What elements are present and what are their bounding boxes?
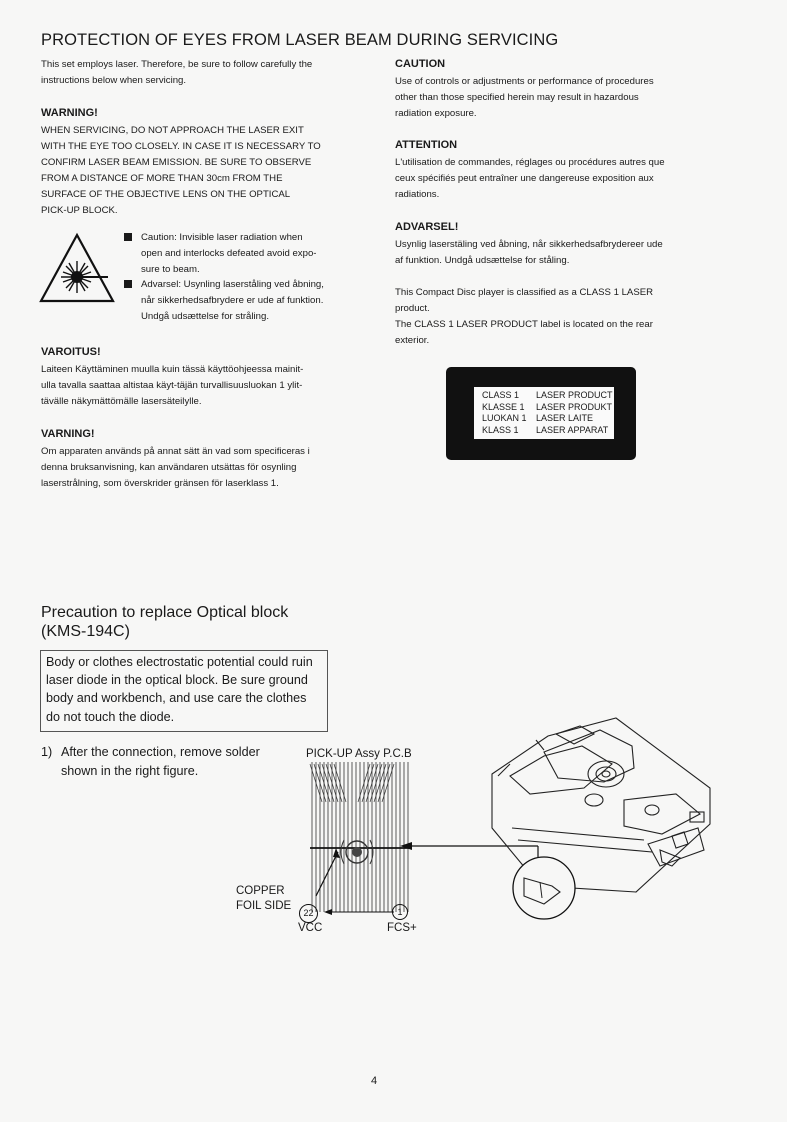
fcs-label: FCS+ — [387, 922, 417, 934]
varning-section: VARNING! Om apparaten används på annat sätt än vad som specificeras i denna bruksanvisning, kan användaren utsättas för osynling laserstrålning, som överskrider gränsen för laserklass 1. — [41, 427, 371, 492]
warning-section: WARNING! WHEN SERVICING, DO NOT APPROACH THE LASER EXIT WITH THE EYE TOO CLOSELY. IN CASE IT IS NECESSARY TO CONFIRM LASER BEAM EMISSION. BE SURE TO OBSERVE FROM A DISTANCE OF MORE THAN 30cm FROM THE SURFACE OF THE OBJECTIVE LENS ON THE OPTICAL PICK-UP BLOCK. — [41, 106, 371, 218]
laser-warning-icon — [38, 232, 116, 304]
varning-heading: VARNING! — [41, 428, 95, 440]
advarsel-heading: ADVARSEL! — [395, 221, 459, 233]
caution-section: CAUTION Use of controls or adjustments or performance of procedures other than those specified herein may result in hazardous radiation exposure. — [395, 57, 725, 122]
class1-text: This Compact Disc player is classified as a CLASS 1 LASER product. The CLASS 1 LASER PRODUCT label is located on the rear exterior. — [395, 287, 654, 346]
attention-heading: ATTENTION — [395, 139, 458, 151]
class1-laser-label — [447, 368, 635, 459]
pin-22-marker: 22 — [299, 904, 318, 923]
bullet-advarsel: Advarsel: Usynling laserståling ved åbning, når sikkerhedsafbrydere er ude af funktion. Undgå udsættelse for stråling. — [124, 277, 354, 324]
step-1: 1) After the connection, remove solder shown in the right figure. — [41, 745, 260, 778]
attention-section: ATTENTION L'utilisation de commandes, réglages ou procédures autres que ceux spécifiés peut entraîner une dangereuse exposition aux radiations. — [395, 138, 725, 203]
laser-caution-bullets — [124, 230, 354, 325]
copper-foil-label: COPPER FOIL SIDE — [236, 885, 292, 912]
caution-heading: CAUTION — [395, 58, 446, 70]
label-text-panel: CLASS 1 LASER PRODUCT KLASSE 1 LASER PRODUKT LUOKAN 1 LASER LAITE KLASS 1 LASER APPARAT — [474, 387, 614, 439]
pcb-label: PICK-UP Assy P.C.B — [306, 748, 412, 760]
section-title-optical-block: Precaution to replace Optical block (KMS-194C) — [41, 604, 289, 640]
vcc-label: VCC — [298, 922, 323, 934]
page-title: PROTECTION OF EYES FROM LASER BEAM DURING SERVICING — [41, 31, 559, 49]
varoitus-heading: VAROITUS! — [41, 346, 101, 358]
optical-pickup-drawing — [484, 716, 716, 922]
bullet-caution: Caution: Invisible laser radiation when open and interlocks defeated avoid expo- sure to beam. — [124, 230, 354, 277]
pin-1-marker: 1 — [392, 904, 408, 920]
intro-text: This set employs laser. Therefore, be sure to follow carefully the instructions below when servicing. — [41, 59, 313, 86]
advarsel-section: ADVARSEL! Usynlig laserstäling ved åbning, når sikkerhedsafbrydereer ude af funktion. Undgå udsættelse for ståling. — [395, 220, 725, 269]
page-number: 4 — [371, 1075, 378, 1087]
varoitus-section: VAROITUS! Laiteen Käyttäminen muulla kuin tässä käyttöohjeessa mainit- ulla tavalla saattaa altistaa käyt-täjän turvallisuusluokan 1 ylit- tävälle näkymättömälle lasersäteilylle. — [41, 345, 371, 410]
warning-heading: WARNING! — [41, 107, 98, 119]
electrostatic-notice-box: Body or clothes electrostatic potential could ruin laser diode in the optical block. Be sure ground body and workbench, and use care the clothes do not touch the diode. — [40, 650, 328, 732]
